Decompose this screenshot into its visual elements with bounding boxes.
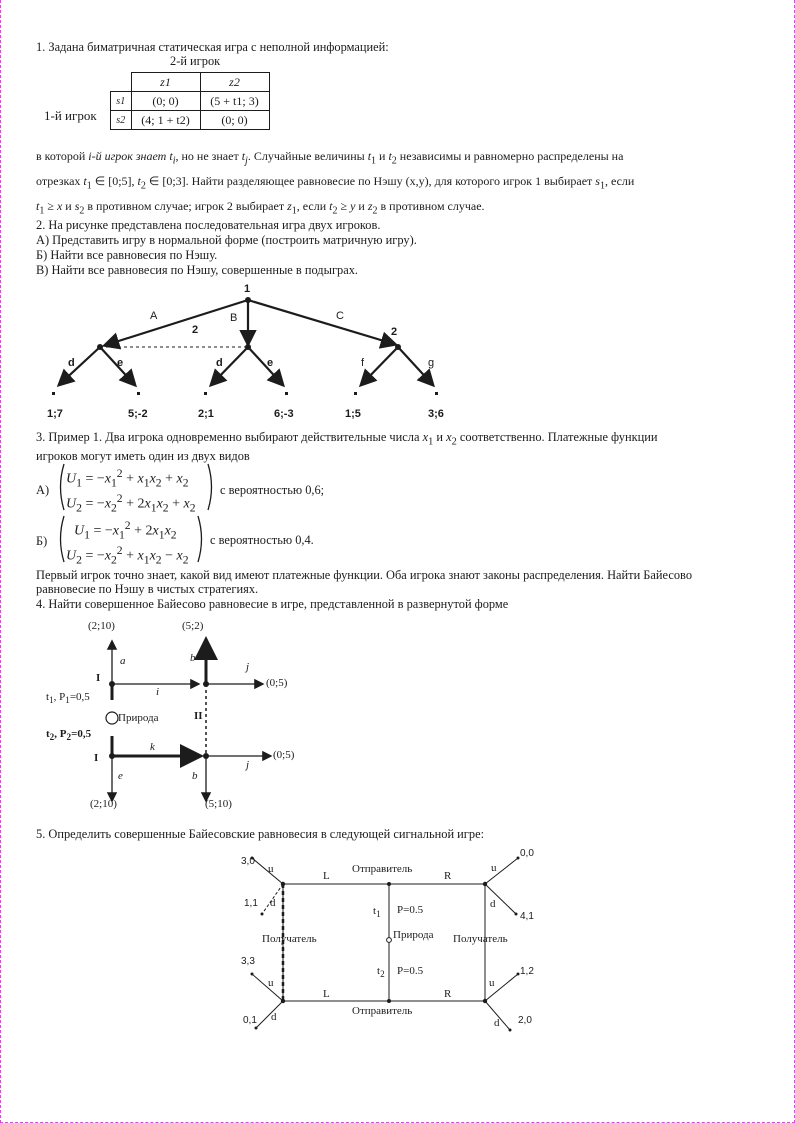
p1-cell: (0; 0) — [200, 111, 269, 130]
p5-sender-top: Отправитель — [352, 863, 413, 875]
p3-para1: Первый игрок точно знает, какой вид имеют платежные функции. Оба игрока знают законы распределения. Найти Байесово — [36, 568, 693, 582]
p1-col-z2: z2 — [200, 73, 269, 92]
p4-payoff: (0;5) — [273, 749, 295, 761]
p4-action-label: b — [190, 652, 196, 664]
p1-col-z1: z1 — [131, 73, 200, 92]
p2-payoff: 1;5 — [345, 408, 361, 420]
p1-cell: (0; 0) — [131, 92, 200, 111]
p1-text-line1: в которой i-й игрок знает $t_i$, но не знает $t_j$. Случайные величины $t_1$ и $t_2$ независимы и равномерно распределены на — [36, 149, 624, 167]
p3-eq-a2: $U_2 = -x_2^2 + 2x_1x_2 + x_2$ — [66, 492, 196, 515]
p1-cell: (4; 1 + t2) — [131, 111, 200, 130]
p2-task-c: В) Найти все равновесия по Нэшу, совершенные в подыграх. — [36, 263, 359, 277]
p1-title: 1. Задана биматричная статическая игра с неполной информацией: — [36, 40, 389, 54]
p4-payoff: (5;10) — [205, 798, 232, 810]
p4-payoff: (2;10) — [90, 798, 117, 810]
p3-eq-b1: $U_1 = -x_1^2 + 2x_1x_2$ — [74, 519, 177, 542]
p1-col-header: 2-й игрок — [170, 54, 221, 68]
p4-action-label: a — [120, 655, 126, 667]
p2-title: 2. На рисунке представлена последовательная игра двух игроков. — [36, 218, 381, 232]
p5-payoff: 1,1 — [244, 898, 258, 909]
p2-task-b: Б) Найти все равновесия по Нэшу. — [36, 248, 218, 262]
p5-payoff: 1,2 — [520, 966, 534, 977]
p5-label-L: L — [323, 988, 330, 1000]
p5-action-d: d — [494, 1017, 500, 1029]
p4-action-label: i — [156, 686, 160, 698]
p4-player1-top: I — [96, 672, 101, 684]
p2-branch-b: B — [230, 312, 238, 324]
p4-action-label: j — [246, 759, 250, 771]
p5-payoff: 4,1 — [520, 911, 534, 922]
p5-payoff: 0,1 — [243, 1015, 257, 1026]
p1-row-s1: s1 — [111, 92, 132, 111]
p5-action-d: d — [270, 897, 276, 909]
p2-infoset-label: 2 — [192, 324, 199, 336]
p3-para2: равновесие по Нэшу в чистых стратегиях. — [36, 582, 259, 596]
p4-payoff: (0;5) — [266, 677, 288, 689]
p4-title: 4. Найти совершенное Байесово равновесие в игре, представленной в развернутой форме — [36, 597, 509, 611]
p2-action-label: e — [117, 357, 124, 369]
p2-branch-c: C — [336, 310, 344, 322]
p3-prob-a: с вероятностью 0,6; — [220, 483, 325, 497]
p5-action-d: d — [271, 1011, 277, 1023]
p1-row-header: 1-й игрок — [44, 108, 97, 123]
p4-type-t2: $t_2$, $P_2=0,5$ — [46, 728, 92, 743]
p2-branch-a: A — [150, 310, 158, 322]
p5-type-t1: $t_1$ — [373, 905, 381, 920]
p5-action-u: u — [489, 977, 495, 989]
p1-text-line2: отрезках $t_1$ ∈ [0;5], $t_2$ ∈ [0;3]. Найти разделяющее равновесие по Нэшу (x,y), для которого игрок 1 выбирает $s_1$, если — [36, 174, 635, 192]
p3-eq-a1: $U_1 = -x_1^2 + x_1x_2 + x_2$ — [66, 467, 189, 490]
p4-nature: Природа — [118, 712, 159, 724]
p1-cell: (5 + t1; 3) — [200, 92, 269, 111]
p4-player2: II — [194, 710, 203, 722]
p5-action-u: u — [491, 862, 497, 874]
p1-text-line3: $t_1 \ge x$ и $s_2$ в противном случае; игрок 2 выбирает $z_1$, если $t_2 \ge y$ и $z_2$ в противном случае. — [36, 199, 485, 217]
p5-action-u: u — [268, 863, 274, 875]
p5-title: 5. Определить совершенные Байесовские равновесия в следующей сигнальной игре: — [36, 827, 485, 841]
p5-action-d: d — [490, 898, 496, 910]
p5-prob-t2: P=0.5 — [397, 965, 424, 977]
p4-payoff: (2;10) — [88, 620, 115, 632]
p2-payoff: 2;1 — [198, 408, 214, 420]
p5-payoff: 2,0 — [518, 1015, 532, 1026]
p4-action-label: k — [150, 741, 155, 753]
p2-payoff: 5;-2 — [128, 408, 148, 420]
p4-payoff: (5;2) — [182, 620, 204, 632]
p2-action-label: g — [428, 357, 435, 369]
p2-task-a: А) Представить игру в нормальной форме (построить матричную игру). — [36, 233, 417, 247]
p5-receiver-left: Получатель — [262, 933, 317, 945]
p2-payoff: 6;-3 — [274, 408, 294, 420]
p4-type-t1: $t_1$, $P_1=0,5$ — [46, 691, 90, 706]
p5-receiver-right: Получатель — [453, 933, 508, 945]
p5-label-L: L — [323, 870, 330, 882]
p2-action-label: e — [267, 357, 274, 369]
p5-action-u: u — [268, 977, 274, 989]
p3-case-a-label: А) — [36, 483, 50, 497]
p4-action-label: e — [118, 770, 123, 782]
p3-eq-b2: $U_2 = -x_2^2 + x_1x_2 - x_2$ — [66, 544, 189, 567]
p3-prob-b: с вероятностью 0,4. — [210, 533, 314, 547]
p5-prob-t1: P=0.5 — [397, 904, 424, 916]
p5-label-R: R — [444, 988, 452, 1000]
p5-nature: Природа — [393, 929, 434, 941]
p5-label-R: R — [444, 870, 452, 882]
p4-action-label: j — [246, 661, 250, 673]
p2-root-label: 1 — [244, 283, 251, 295]
p3-case-b-label: Б) — [36, 534, 48, 548]
p4-player1-bottom: I — [94, 752, 99, 764]
p5-payoff: 0,0 — [520, 848, 534, 859]
p3-title: 3. Пример 1. Два игрока одновременно выбирают действительные числа $x_1$ и $x_2$ соответственно. Платежные функции — [36, 430, 658, 448]
p2-node2-label: 2 — [391, 326, 398, 338]
p4-action-label: b — [192, 770, 198, 782]
p3-line2: игроков могут иметь один из двух видов — [36, 449, 250, 463]
p2-action-label: f — [361, 357, 365, 369]
p1-row-s2: s2 — [111, 111, 132, 130]
p5-payoff: 3,0 — [241, 856, 255, 867]
p5-type-t2: $t_2$ — [377, 965, 385, 980]
p2-payoff: 1;7 — [47, 408, 63, 420]
p5-sender-bottom: Отправитель — [352, 1005, 413, 1017]
p2-action-label: d — [216, 357, 223, 369]
p5-payoff: 3,3 — [241, 956, 255, 967]
p2-payoff: 3;6 — [428, 408, 444, 420]
p2-action-label: d — [68, 357, 75, 369]
